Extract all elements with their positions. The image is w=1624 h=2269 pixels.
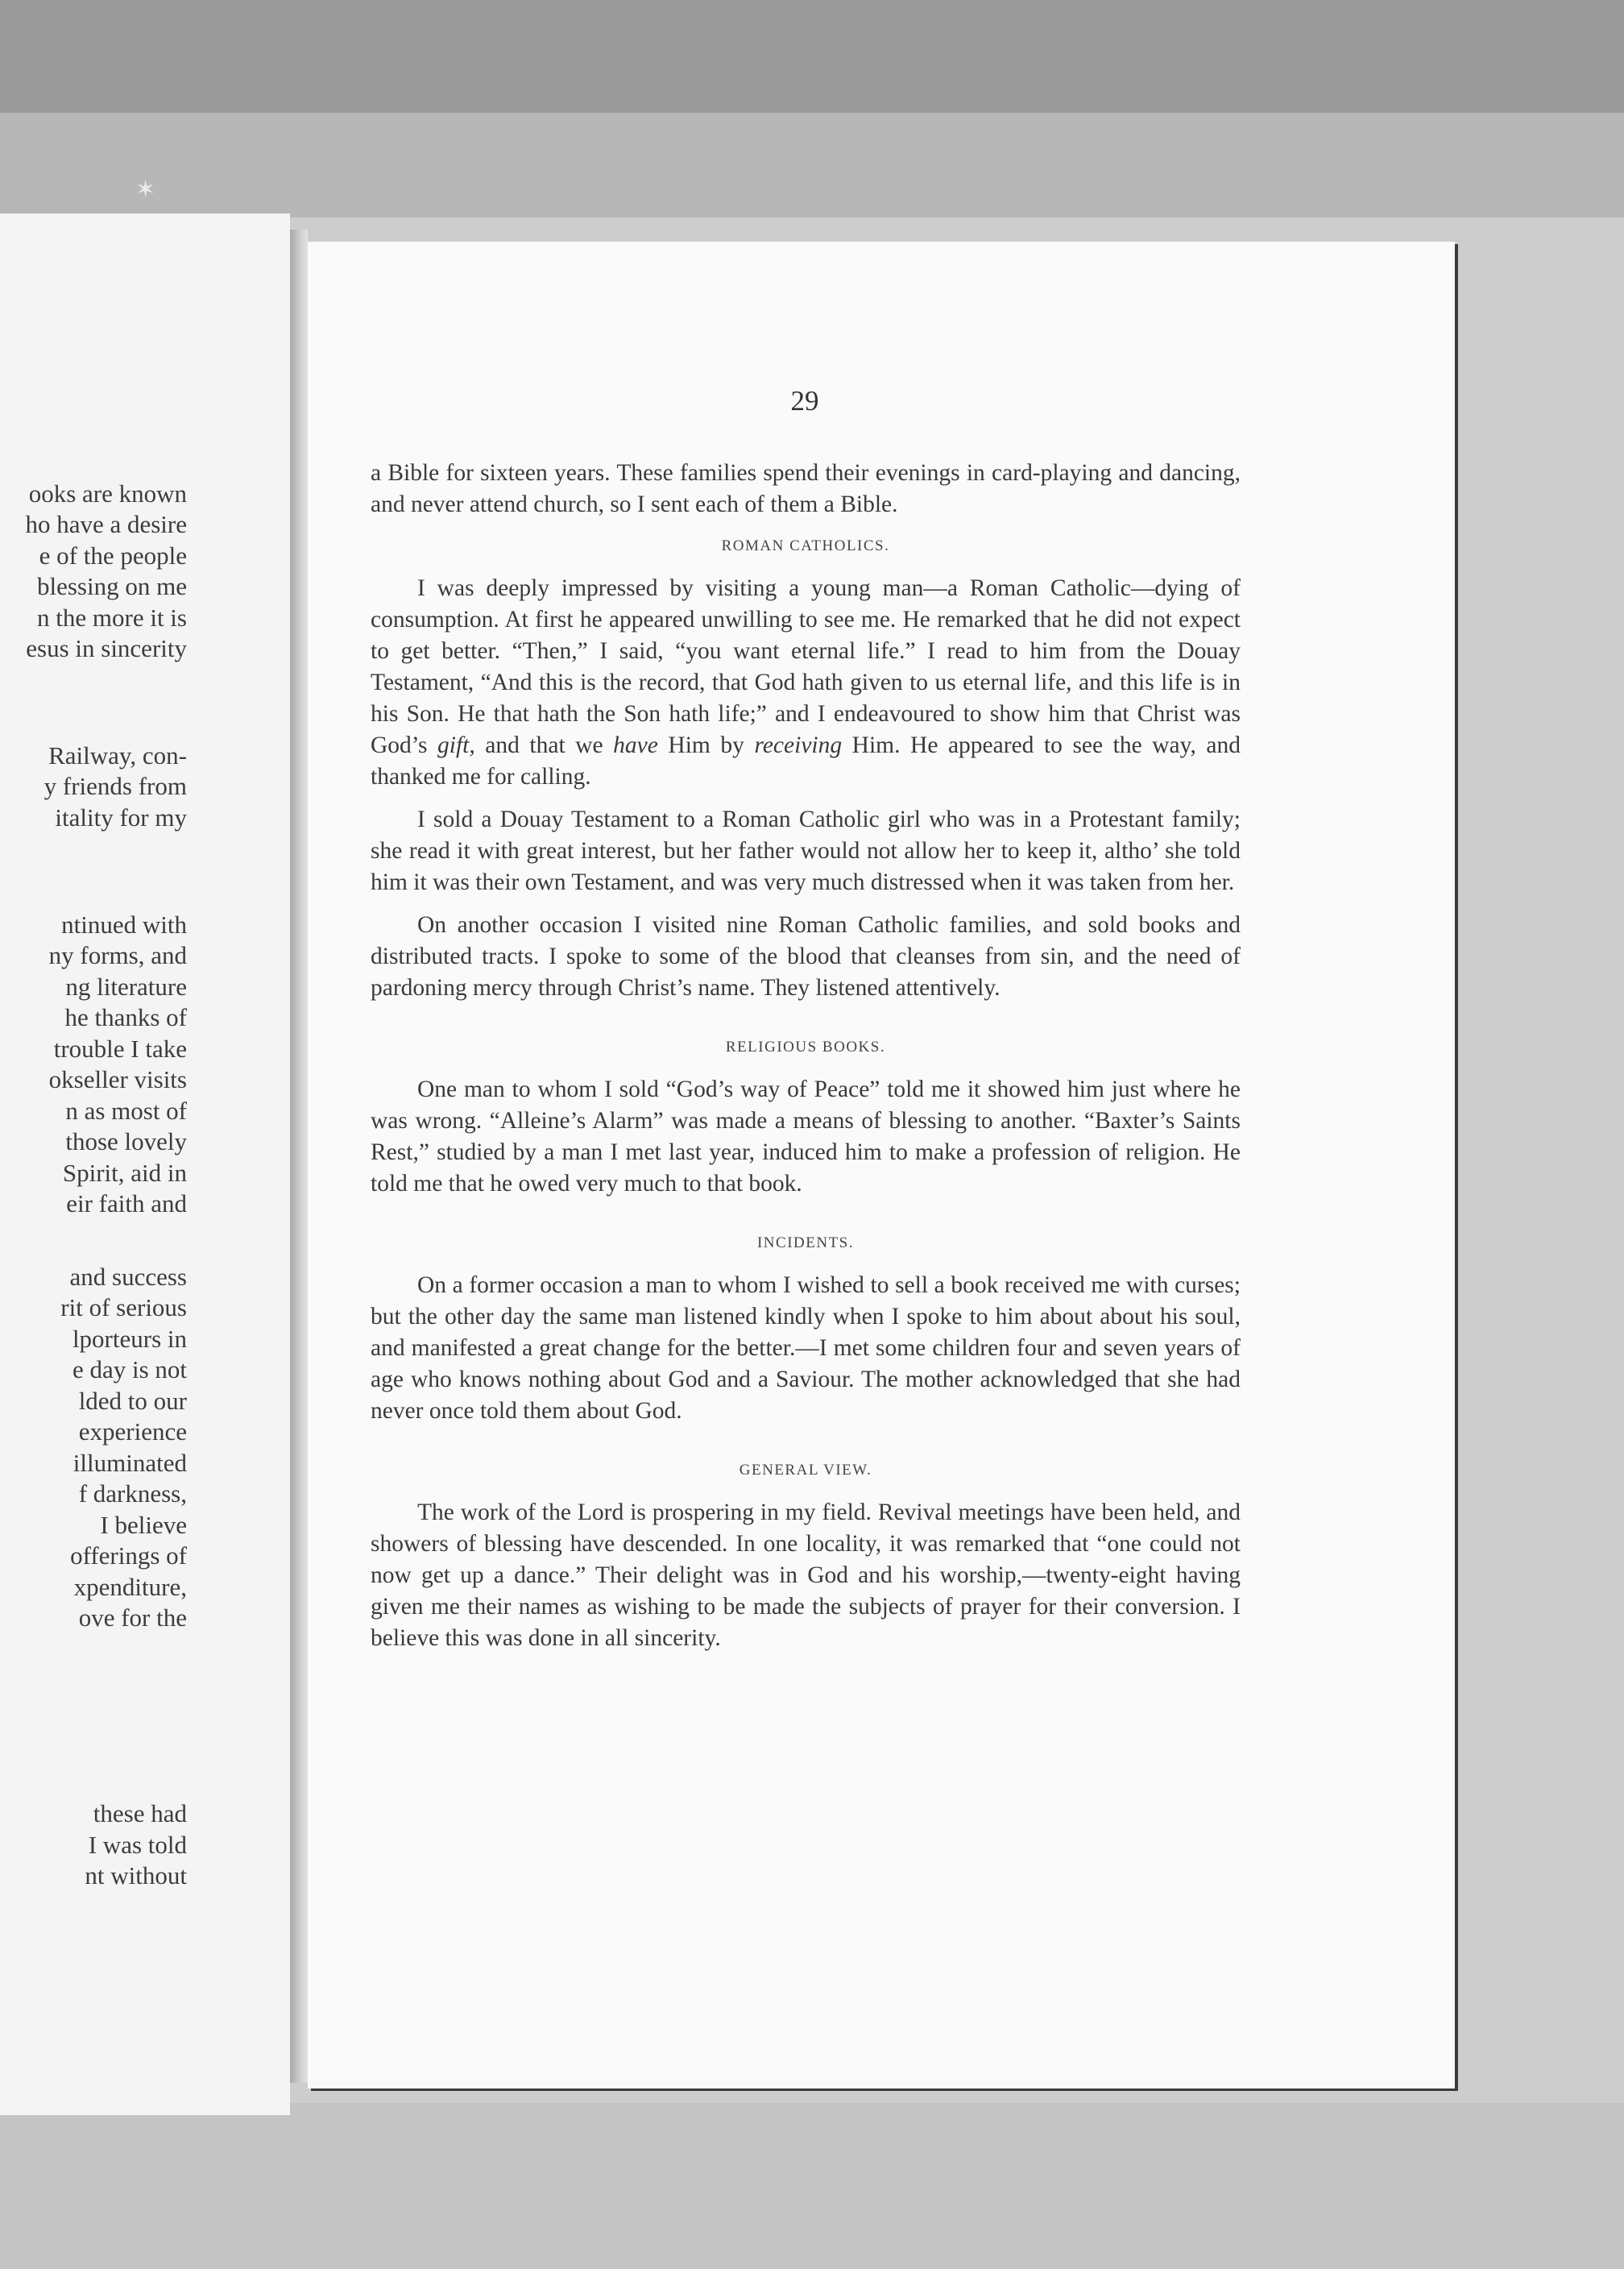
- book-gutter: [290, 230, 308, 2083]
- left-page-line: lporteurs in: [72, 1325, 187, 1353]
- left-page-line: ove for the: [78, 1603, 187, 1632]
- left-page-line: he thanks of: [64, 1003, 187, 1031]
- scan-background-top: [0, 0, 1624, 113]
- paragraph-gap: [371, 793, 1241, 804]
- left-page-line: offerings of: [70, 1541, 187, 1570]
- left-page-line: trouble I take: [53, 1035, 187, 1063]
- italic-gift: gift,: [437, 732, 475, 758]
- section-heading-incidents: INCIDENTS.: [756, 1234, 855, 1251]
- paragraph-gap: [371, 898, 1241, 910]
- italic-receiving: receiving: [754, 732, 843, 758]
- paragraph-text: Him. He appeared to see the way, and thanked me for calling.: [371, 732, 1241, 790]
- left-page-line: esus in sincerity: [26, 634, 187, 662]
- left-page-fragment: [0, 214, 290, 2115]
- roman-catholics-paragraph-2: I sold a Douay Testament to a Roman Catholic girl who was in a Protestant family; she read it with great interest, but her father would not allow her to keep it, altho’ she told him it was their own Testament, and was very much distressed when it was taken from her.: [371, 807, 1241, 895]
- left-page-line: n the more it is: [37, 604, 187, 632]
- left-page-line: ng literature: [65, 973, 187, 1001]
- left-page-line: e day is not: [72, 1355, 187, 1383]
- incidents-paragraph: On a former occasion a man to whom I wished to sell a book received me with curses; but the other day the same man listened kindly when I spoke to him about about his soul, and manifested a great change for the better.—I met some children four and seven years of age who knows nothing about God and a Saviour. The mother acknowledged that she had never once told them about God.: [371, 1272, 1241, 1424]
- left-page-line: Spirit, aid in: [62, 1159, 187, 1187]
- left-page-line: ny forms, and: [48, 941, 187, 969]
- left-page-line: n as most of: [65, 1097, 187, 1125]
- paragraph-text: and that we: [474, 732, 614, 758]
- left-page-line: these had: [93, 1799, 187, 1827]
- left-page-line: xpenditure,: [73, 1573, 187, 1601]
- left-page-line: eir faith and: [66, 1189, 187, 1217]
- left-page-line: illuminated: [72, 1449, 187, 1477]
- left-page-line: okseller visits: [48, 1065, 187, 1093]
- left-page-line: f darkness,: [78, 1479, 187, 1508]
- paragraph-text: I was deeply impressed by visiting a young man—a Roman Catholic—dying of consumption. At first he appeared unwilling to see me. He remarked that he did not expect to get better. “Then,” I said, “you want eternal life.” I read to him from the Douay Testament, “And this is the record, that God hath given to us eternal life, and this life is in his Son. He that hath the Son hath life;” and I endeavoured to show him that Christ was God’s: [371, 575, 1241, 758]
- paragraph-text: Him by: [657, 732, 755, 758]
- intro-paragraph: a Bible for sixteen years. These families spend their evenings in card-playing and dancing, and never attend church, so I sent each of them a Bible.: [371, 460, 1241, 517]
- left-page-line: blessing on me: [37, 572, 187, 600]
- left-page-line: and success: [69, 1263, 187, 1291]
- left-page-line: I believe: [100, 1511, 187, 1539]
- left-page-line: Railway, con-: [48, 741, 187, 769]
- left-page-line: nt without: [85, 1861, 187, 1889]
- left-page-line: ntinued with: [61, 911, 187, 939]
- section-heading-religious-books: RELIGIOUS BOOKS.: [725, 1039, 886, 1056]
- left-page-line: e of the people: [39, 541, 187, 570]
- italic-have: have: [613, 732, 658, 758]
- religious-books-paragraph: One man to whom I sold “God’s way of Peace” told me it showed him just where he was wrong. “Alleine’s Alarm” was made a means of blessing to another. “Baxter’s Saints Rest,” studied by a man I met last year, induced him to make a profession of religion. He told me that he owed very much to that book.: [371, 1076, 1241, 1197]
- right-page: [308, 242, 1455, 2089]
- roman-catholics-paragraph-1: [371, 573, 1241, 793]
- page-content: [371, 458, 1241, 1654]
- scan-background-band: [0, 113, 1624, 218]
- general-view-paragraph: The work of the Lord is prospering in my field. Revival meetings have been held, and showers of blessing have descended. In one locality, it was remarked that “one could not now get up a dance.” Their delight was in God and his worship,—twenty-eight having given me their names as wishing to be made the subjects of prayer for their conversion. I believe this was done in all sincerity.: [371, 1500, 1241, 1651]
- left-page-line: ho have a desire: [25, 510, 187, 538]
- roman-catholics-paragraph-3: On another occasion I visited nine Roman Catholic families, and sold books and distributed tracts. I spoke to some of the blood that cleanses from sin, and the need of pardoning mercy through Christ’s name. They listened attentively.: [371, 912, 1241, 1001]
- left-page-line: lded to our: [78, 1387, 187, 1415]
- left-page-line: I was told: [88, 1831, 187, 1859]
- left-page-line: experience: [78, 1417, 187, 1446]
- scan-background-bottom: [0, 2103, 1624, 2269]
- section-heading-roman-catholics: ROMAN CATHOLICS.: [721, 537, 890, 554]
- section-heading-general-view: GENERAL VIEW.: [739, 1462, 872, 1479]
- dust-speck-icon: ✶: [135, 176, 156, 204]
- left-page-line: itality for my: [55, 803, 187, 832]
- left-page-line: those lovely: [65, 1127, 187, 1155]
- left-page-line: ooks are known: [28, 479, 187, 508]
- left-page-line: y friends from: [44, 772, 187, 800]
- page-number: 29: [790, 385, 819, 417]
- left-page-line: rit of serious: [60, 1293, 187, 1321]
